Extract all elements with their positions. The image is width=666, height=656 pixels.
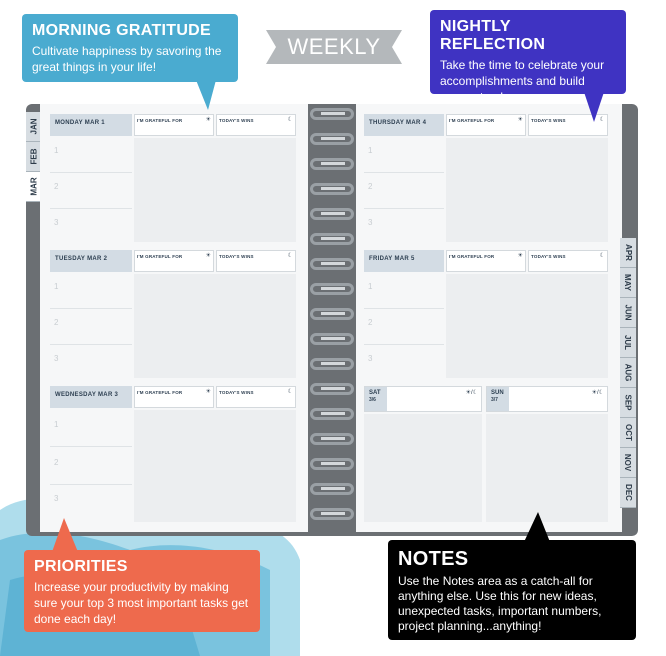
nightly-callout-pointer (584, 92, 604, 122)
spiral-binding (306, 108, 358, 528)
notes-area[interactable] (134, 274, 296, 378)
morning-gratitude-callout (22, 14, 238, 82)
grateful-box[interactable]: I'M GRATEFUL FOR ☀ (446, 114, 526, 136)
spiral-ring (310, 283, 354, 295)
day-header: TUESDAY MAR 2 (50, 250, 132, 272)
saturday-notes-area[interactable] (364, 414, 482, 522)
day-section-weekend (364, 386, 614, 526)
priority-line (50, 484, 132, 485)
day-header: FRIDAY MAR 5 (364, 250, 444, 272)
callout-body: Take the time to celebrate your accomplishments and build momentum! (440, 58, 605, 104)
month-tab-mar[interactable]: MAR (26, 172, 42, 202)
priority-number: 1 (54, 420, 59, 429)
saturday-header[interactable] (364, 386, 482, 412)
moon-icon: ☾ (287, 253, 293, 259)
moon-icon: ☾ (287, 389, 293, 395)
weekly-ribbon-label: WEEKLY (287, 34, 381, 59)
morning-callout-pointer (196, 80, 216, 110)
sun-icon: ☀ (205, 389, 211, 395)
wins-box[interactable]: TODAY'S WINS ☾ (216, 114, 296, 136)
spiral-ring (310, 208, 354, 220)
priority-line (50, 308, 132, 309)
priority-number: 3 (368, 354, 373, 363)
callout-title: MORNING GRATITUDE (32, 22, 212, 39)
priority-number: 3 (368, 218, 373, 227)
day-section-wednesday (50, 386, 300, 526)
spiral-ring (310, 158, 354, 170)
day-header: THURSDAY MAR 4 (364, 114, 444, 136)
sunday-notes-area[interactable] (486, 414, 608, 522)
priority-line (364, 308, 444, 309)
priority-number: 2 (54, 182, 59, 191)
moon-icon: ☾ (599, 117, 605, 123)
wins-box[interactable]: TODAY'S WINS ☾ (528, 114, 608, 136)
spiral-ring (310, 408, 354, 420)
priority-number: 2 (54, 458, 59, 467)
callout-title: PRIORITIES (34, 558, 128, 575)
priority-number: 1 (368, 282, 373, 291)
day-section-monday (50, 114, 300, 244)
notes-area[interactable] (446, 274, 608, 378)
moon-icon: ☾ (287, 117, 293, 123)
notes-area[interactable] (446, 138, 608, 242)
sun-moon-icon: ☀/☾ (591, 390, 604, 396)
priority-number: 3 (54, 218, 59, 227)
spiral-ring (310, 183, 354, 195)
day-header: MONDAY MAR 1 (50, 114, 132, 136)
callout-body: Cultivate happiness by savoring the great things in your life! (32, 44, 222, 74)
sunday-date-block: SUN 3/7 (487, 387, 509, 411)
spiral-ring (310, 358, 354, 370)
grateful-box[interactable]: I'M GRATEFUL FOR ☀ (134, 114, 214, 136)
callout-body: Use the Notes area as a catch-all for anything else. Use this for new ideas, unexpected tasks, important numbers, project planning...anything! (398, 574, 602, 633)
priority-number: 2 (368, 318, 373, 327)
day-section-thursday (364, 114, 614, 244)
sun-icon: ☀ (205, 117, 211, 123)
priority-number: 3 (54, 354, 59, 363)
day-section-tuesday (50, 250, 300, 380)
sun-icon: ☀ (205, 253, 211, 259)
grateful-box[interactable]: I'M GRATEFUL FOR ☀ (134, 386, 214, 408)
sunday-header[interactable] (486, 386, 608, 412)
spiral-ring (310, 433, 354, 445)
priority-line (364, 344, 444, 345)
spiral-ring (310, 333, 354, 345)
month-tab-jun[interactable]: JUN (620, 298, 636, 328)
spiral-ring (310, 233, 354, 245)
spiral-ring (310, 308, 354, 320)
month-tab-jul[interactable]: JUL (620, 328, 636, 358)
spiral-ring (310, 108, 354, 120)
priority-line (364, 172, 444, 173)
priority-line (50, 208, 132, 209)
month-tab-may[interactable]: MAY (620, 268, 636, 298)
priority-number: 1 (54, 146, 59, 155)
priority-line (364, 208, 444, 209)
priority-line (50, 172, 132, 173)
spiral-ring (310, 508, 354, 520)
priority-line (50, 344, 132, 345)
notes-area[interactable] (134, 410, 296, 522)
priorities-callout (24, 550, 260, 632)
month-tab-oct[interactable]: OCT (620, 418, 636, 448)
callout-title: NOTES (398, 548, 469, 570)
notes-callout-pointer (524, 512, 550, 542)
priority-number: 1 (54, 282, 59, 291)
sun-moon-icon: ☀/☾ (465, 390, 478, 396)
spiral-ring (310, 133, 354, 145)
spiral-ring (310, 258, 354, 270)
spiral-ring (310, 483, 354, 495)
callout-title: NIGHTLY REFLECTION (440, 18, 546, 53)
sun-icon: ☀ (517, 117, 523, 123)
saturday-date-block: SAT 3/6 (365, 387, 387, 411)
priority-line (50, 446, 132, 447)
priority-number: 2 (54, 318, 59, 327)
priority-number: 2 (368, 182, 373, 191)
wins-box[interactable]: TODAY'S WINS ☾ (528, 250, 608, 272)
spiral-ring (310, 458, 354, 470)
month-tab-dec[interactable]: DEC (620, 478, 636, 508)
moon-icon: ☾ (599, 253, 605, 259)
wins-box[interactable]: TODAY'S WINS ☾ (216, 250, 296, 272)
grateful-box[interactable]: I'M GRATEFUL FOR ☀ (134, 250, 214, 272)
nightly-reflection-callout (430, 10, 626, 104)
priority-number: 1 (368, 146, 373, 155)
month-tab-sep[interactable]: SEP (620, 388, 636, 418)
month-tab-jan[interactable]: JAN (26, 112, 42, 142)
notes-area[interactable] (134, 138, 296, 242)
day-section-friday (364, 250, 614, 380)
spiral-ring (310, 383, 354, 395)
month-tab-aug[interactable]: AUG (620, 358, 636, 388)
notes-callout (388, 540, 636, 640)
wins-box[interactable]: TODAY'S WINS ☾ (216, 386, 296, 408)
priority-number: 3 (54, 494, 59, 503)
day-header: WEDNESDAY MAR 3 (50, 386, 132, 408)
callout-body: Increase your productivity by making sure your top 3 most important tasks get done each day! (34, 580, 249, 626)
sun-icon: ☀ (517, 253, 523, 259)
priorities-callout-pointer (52, 518, 78, 552)
month-tab-apr[interactable]: APR (620, 238, 636, 268)
month-tab-feb[interactable]: FEB (26, 142, 42, 172)
right-month-tabs (620, 238, 636, 508)
month-tab-nov[interactable]: NOV (620, 448, 636, 478)
grateful-box[interactable]: I'M GRATEFUL FOR ☀ (446, 250, 526, 272)
